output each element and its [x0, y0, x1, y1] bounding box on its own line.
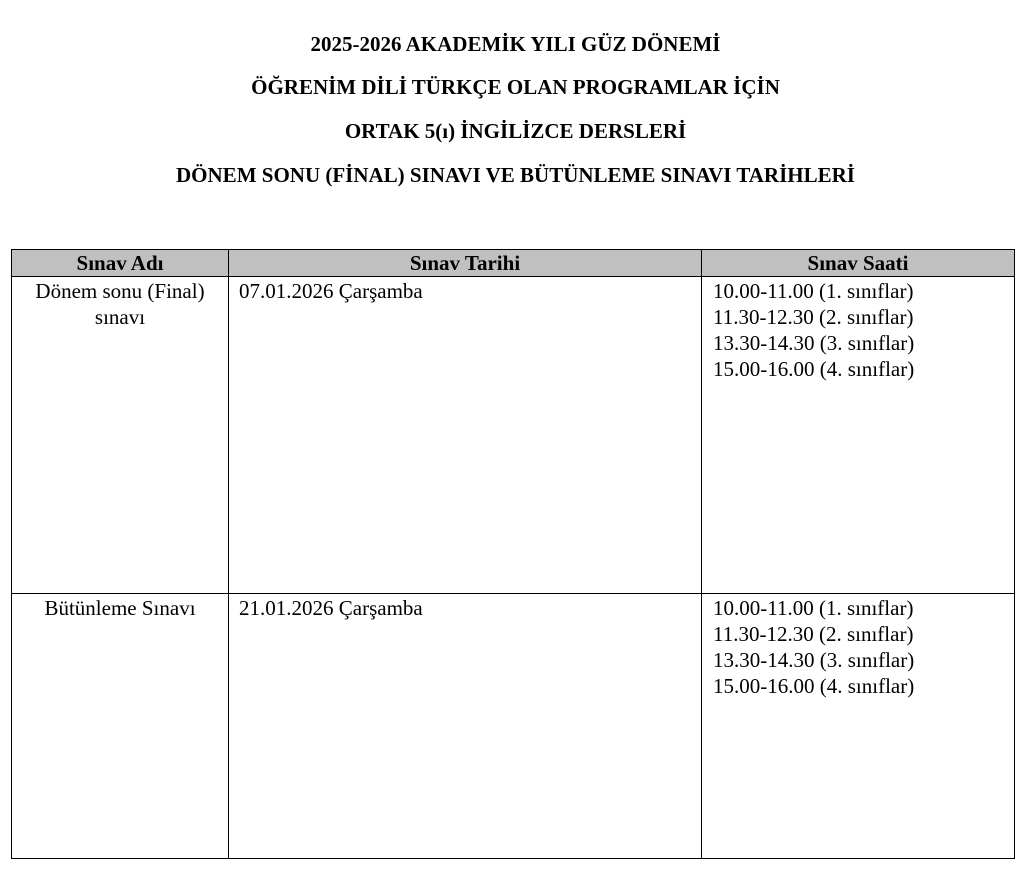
exam-name-cell: [12, 594, 229, 859]
exam-name-text: Bütünleme Sınavı: [44, 596, 196, 620]
document-subtitle-exams: DÖNEM SONU (FİNAL) SINAVI VE BÜTÜNLEME SINAVI TARİHLERİ: [176, 163, 855, 187]
document-subtitle-courses: ORTAK 5(ı) İNGİLİZCE DERSLERİ: [344, 119, 687, 143]
table-row: [12, 277, 1015, 594]
exam-schedule-table: [11, 249, 1015, 859]
document-subtitle-programs: ÖĞRENİM DİLİ TÜRKÇE OLAN PROGRAMLAR İÇİN: [251, 75, 780, 99]
exam-time-slot: 10.00-11.00 (1. sınıflar): [713, 279, 914, 303]
exam-time-slot: 15.00-16.00 (4. sınıflar): [713, 674, 915, 698]
exam-name-text: Dönem sonu (Final): [35, 279, 205, 303]
exam-date-cell: 21.01.2026 Çarşamba: [229, 594, 702, 859]
exam-time-cell: [702, 277, 1015, 594]
exam-time-slot: 11.30-12.30 (2. sınıflar): [713, 305, 914, 329]
exam-time-slot: 13.30-14.30 (3. sınıflar): [713, 648, 915, 672]
document-title: 2025-2026 AKADEMİK YILI GÜZ DÖNEMİ: [310, 32, 721, 56]
exam-time-cell: [702, 594, 1015, 859]
exam-name-text: sınavı: [94, 305, 146, 329]
table-row: [12, 594, 1015, 859]
exam-name-cell: [12, 277, 229, 594]
table-header-row: [12, 250, 1015, 277]
column-header-exam-date: Sınav Tarihi: [229, 250, 702, 277]
column-header-exam-time: Sınav Saati: [702, 250, 1015, 277]
column-header-exam-name: Sınav Adı: [12, 250, 229, 277]
exam-date-cell: 07.01.2026 Çarşamba: [229, 277, 702, 594]
exam-time-slot: 11.30-12.30 (2. sınıflar): [713, 622, 914, 646]
exam-time-slot: 13.30-14.30 (3. sınıflar): [713, 331, 915, 355]
exam-time-slot: 15.00-16.00 (4. sınıflar): [713, 357, 915, 381]
exam-time-slot: 10.00-11.00 (1. sınıflar): [713, 596, 914, 620]
